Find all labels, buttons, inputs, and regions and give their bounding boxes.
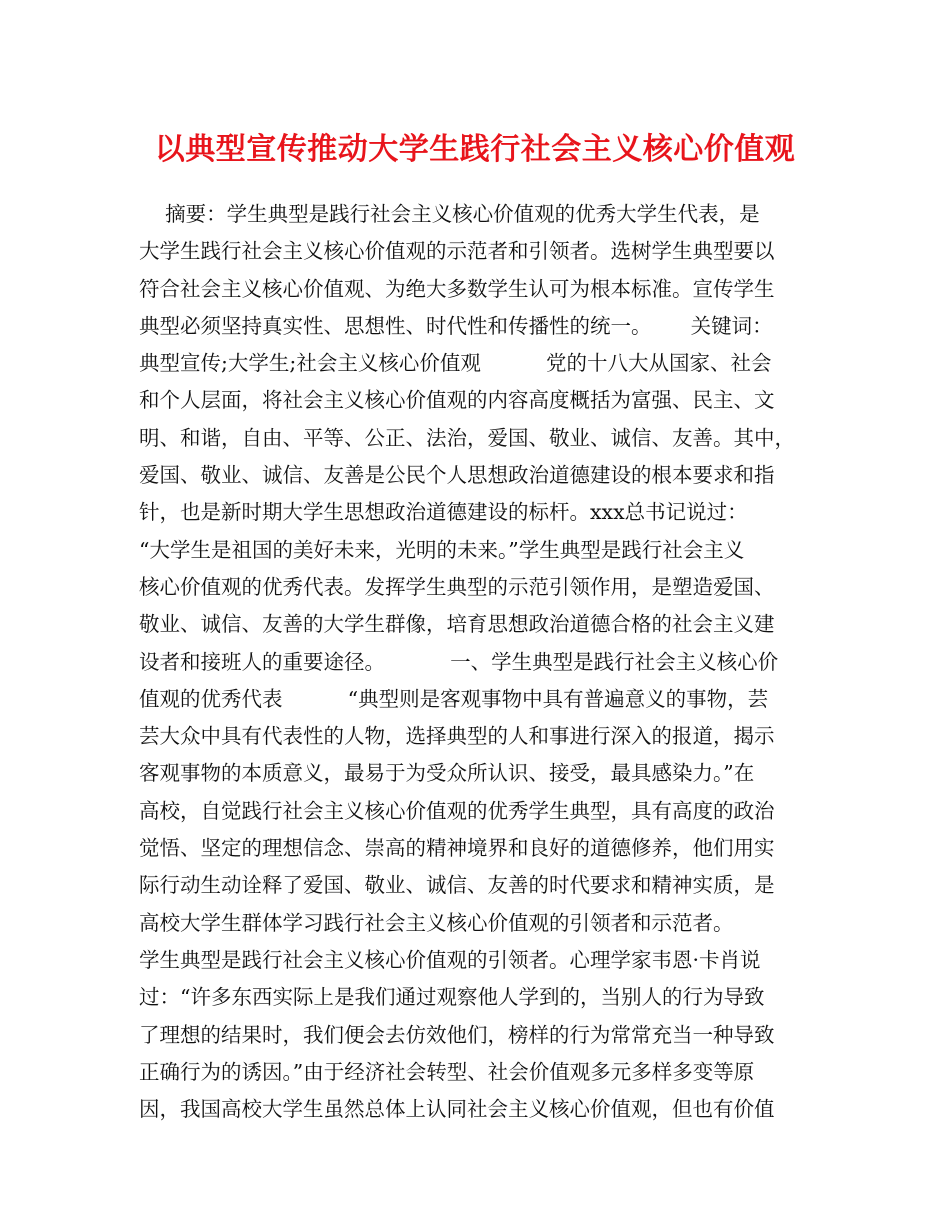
- document-body: [139, 196, 819, 1128]
- body-line: 明、和谐，自由、平等、公正、法治，爱国、敬业、诚信、友善。其中，: [139, 425, 795, 450]
- body-line: 爱国、敬业、诚信、友善是公民个人思想政治道德建设的根本要求和指: [139, 463, 775, 488]
- body-line: 符合社会主义核心价值观、为绝大多数学生认可为根本标准。宣传学生: [139, 276, 775, 301]
- body-line: 高校大学生群体学习践行社会主义核心价值观的引领者和示范者。: [139, 910, 734, 935]
- body-line: 典型必须坚持真实性、思想性、时代性和传播性的统一。 关键词：: [139, 313, 773, 338]
- body-line: 和个人层面，将社会主义核心价值观的内容高度概括为富强、民主、文: [139, 388, 775, 413]
- body-line: “大学生是祖国的美好未来，光明的未来。”学生典型是践行社会主义: [139, 537, 745, 562]
- body-line: 芸大众中具有代表性的人物，选择典型的人和事进行深入的报道，揭示: [139, 724, 775, 749]
- body-line: 核心价值观的优秀代表。发挥学生典型的示范引领作用，是塑造爱国、: [139, 574, 775, 599]
- body-line: 际行动生动诠释了爱国、敬业、诚信、友善的时代要求和精神实质，是: [139, 873, 775, 898]
- body-line: 值观的优秀代表 “典型则是客观事物中具有普遍意义的事物，芸: [139, 686, 769, 711]
- body-line: 正确行为的诱因。”由于经济社会转型、社会价值观多元多样多变等原: [139, 1059, 755, 1084]
- body-line: 过：“许多东西实际上是我们通过观察他人学到的，当别人的行为导致: [139, 985, 765, 1010]
- body-line: 高校，自觉践行社会主义核心价值观的优秀学生典型，具有高度的政治: [139, 798, 775, 823]
- body-line: 因，我国高校大学生虽然总体上认同社会主义核心价值观，但也有价值: [139, 1097, 775, 1122]
- document-title: 以典型宣传推动大学生践行社会主义核心价值观: [154, 132, 796, 167]
- body-line: 觉悟、坚定的理想信念、崇高的精神境界和良好的道德修养，他们用实: [139, 836, 775, 861]
- body-line: 了理想的结果时，我们便会去仿效他们，榜样的行为常常充当一种导致: [139, 1022, 775, 1047]
- body-line: 大学生践行社会主义核心价值观的示范者和引领者。选树学生典型要以: [139, 239, 775, 264]
- body-line: 针，也是新时期大学生思想政治道德建设的标杆。xxx总书记说过：: [139, 500, 748, 525]
- body-line: 敬业、诚信、友善的大学生群像，培育思想政治道德合格的社会主义建: [139, 612, 775, 637]
- body-line: 典型宣传;大学生;社会主义核心价值观 党的十八大从国家、社会: [139, 351, 772, 376]
- body-line: 学生典型是践行社会主义核心价值观的引领者。心理学家韦恩·卡肖说: [139, 947, 761, 972]
- body-line: 客观事物的本质意义，最易于为受众所认识、接受，最具感染力。”在: [139, 761, 755, 786]
- body-line: 摘要：学生典型是践行社会主义核心价值观的优秀大学生代表，是: [139, 202, 760, 226]
- body-line: 设者和接班人的重要途径。 一、学生典型是践行社会主义核心价: [139, 649, 779, 674]
